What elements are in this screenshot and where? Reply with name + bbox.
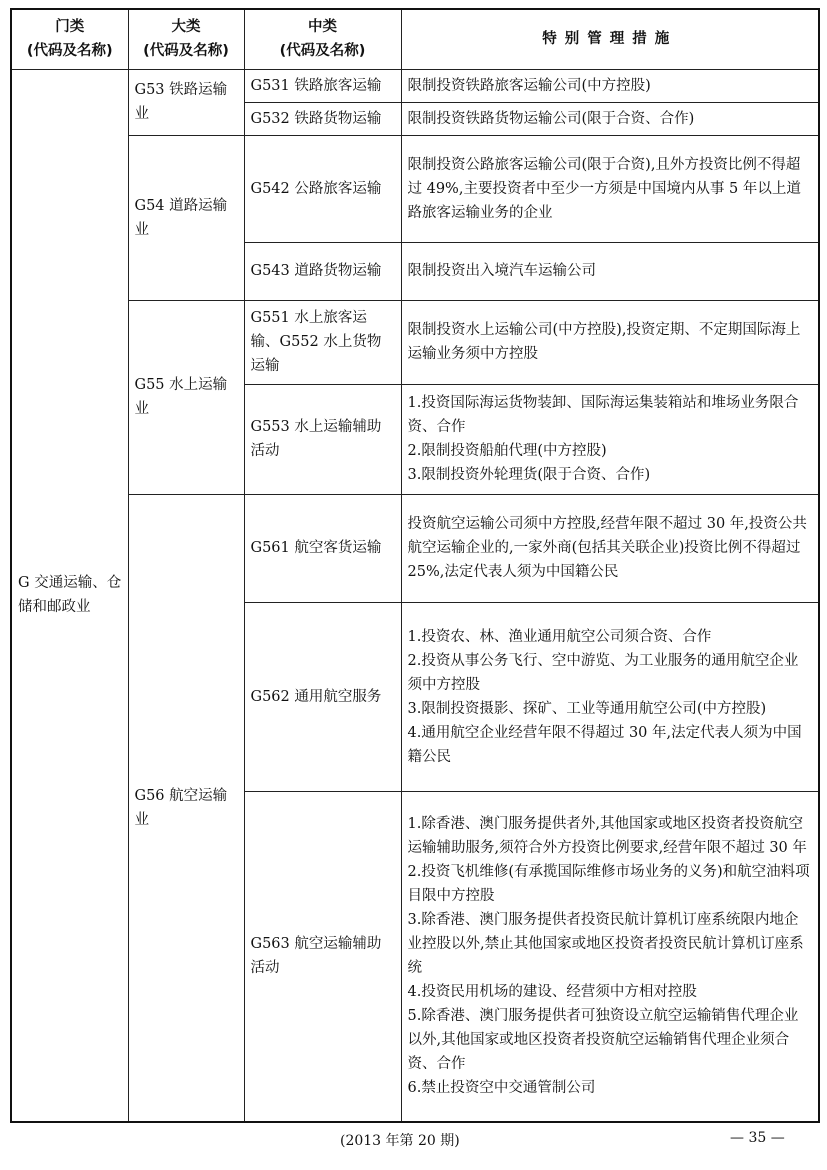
measure-g561 [401, 494, 819, 602]
measure-line: 限制投资出入境汽车运输公司 [407, 263, 596, 279]
measure-line: 限制投资水上运输公司(中方控股),投资定期、不定期国际海上运输业务须中方控股 [407, 322, 801, 362]
measure-line: 3.除香港、澳门服务提供者投资民航计算机订座系统限内地企业控股以外,禁止其他国家或地区投资者投资民航计算机订座系统 [407, 912, 804, 977]
measure-line: 5.除香港、澳门服务提供者可独资设立航空运输销售代理企业以外,其他国家或地区投资者投资航空运输销售代理企业须合资、合作 [407, 1008, 799, 1073]
group-g56: G56 航空运输业 [128, 494, 244, 1122]
sub-g543: G543 道路货物运输 [244, 242, 401, 300]
header-medium [244, 9, 401, 69]
header-category-title: 门类 [55, 19, 85, 36]
sub-g562: G562 通用航空服务 [244, 602, 401, 791]
measure-line: 6.禁止投资空中交通管制公司 [407, 1080, 596, 1097]
table-row [11, 494, 819, 602]
group-g53: G53 铁路运输业 [128, 69, 244, 135]
measure-g551 [401, 300, 819, 384]
measure-g543 [401, 242, 819, 300]
header-measures: 特别管理措施 [401, 9, 819, 69]
measure-g542 [401, 135, 819, 242]
header-medium-title: 中类 [308, 19, 337, 36]
measure-line: 限制投资铁路旅客运输公司(中方控股) [407, 77, 651, 94]
measure-line: 2.投资飞机维修(有承揽国际维修市场业务的义务)和航空油料项目限中方控股 [407, 864, 810, 905]
measure-line: 限制投资铁路货物运输公司(限于合资、合作) [407, 110, 695, 127]
table-row [11, 69, 819, 102]
sub-g553: G553 水上运输辅助活动 [244, 384, 401, 494]
regulation-table [10, 8, 820, 1123]
measure-line: 3.限制投资摄影、探矿、工业等通用航空公司(中方控股) [407, 700, 767, 717]
measure-line: 4.投资民用机场的建设、经营须中方相对控股 [407, 984, 697, 1001]
measure-line: 投资航空运输公司须中方控股,经营年限不超过 30 年,投资公共航空运输企业的,一家外商(包括其关联企业)投资比例不得超过 25%,法定代表人须为中国籍公民 [407, 516, 807, 580]
sub-g542: G542 公路旅客运输 [244, 135, 401, 242]
measure-line: 1.投资国际海运货物装卸、国际海运集装箱站和堆场业务限合资、合作 [407, 395, 799, 435]
header-major-sub: (代码及名称) [143, 43, 229, 60]
table-row [11, 300, 819, 384]
group-g55: G55 水上运输业 [128, 300, 244, 494]
measure-line: 2.投资从事公务飞行、空中游览、为工业服务的通用航空企业须中方控股 [407, 652, 799, 693]
sub-g563: G563 航空运输辅助活动 [244, 791, 401, 1122]
issue-label: (2013 年第 20 期) [340, 1133, 460, 1149]
measure-line: 限制投资公路旅客运输公司(限于合资),且外方投资比例不得超过 49%,主要投资者中至少一方须是中国境内从事 5 年以上道路旅客运输业务的企业 [407, 156, 801, 221]
category-cell: G 交通运输、仓储和邮政业 [11, 69, 128, 1122]
sub-g531: G531 铁路旅客运输 [244, 69, 401, 102]
header-medium-sub: (代码及名称) [279, 43, 366, 60]
header-row [11, 9, 819, 69]
header-category [11, 9, 128, 69]
table-row [11, 135, 819, 242]
measure-g562 [401, 602, 819, 791]
measure-line: 1.投资农、林、渔业通用航空公司须合资、合作 [407, 628, 712, 645]
sub-g561: G561 航空客货运输 [244, 494, 401, 602]
measure-g532 [401, 102, 819, 135]
header-major-title: 大类 [171, 19, 201, 36]
measure-line: 3.限制投资外轮理货(限于合资、合作) [407, 467, 651, 483]
measure-g563 [401, 791, 819, 1122]
page-number: — 35 — [730, 1130, 785, 1146]
sub-g551: G551 水上旅客运输、G552 水上货物运输 [244, 300, 401, 384]
measure-line: 4.通用航空企业经营年限不得超过 30 年,法定代表人须为中国籍公民 [407, 724, 802, 765]
measure-line: 1.除香港、澳门服务提供者外,其他国家或地区投资者投资航空运输辅助服务,须符合外方投资比例要求,经营年限不超过 30 年 [407, 816, 807, 857]
measure-line: 2.限制投资船舶代理(中方控股) [407, 443, 607, 459]
measure-g553 [401, 384, 819, 494]
sub-g532: G532 铁路货物运输 [244, 102, 401, 135]
header-major [128, 9, 244, 69]
group-g54: G54 道路运输业 [128, 135, 244, 300]
measure-g531 [401, 69, 819, 102]
header-category-sub: (代码及名称) [26, 43, 113, 60]
